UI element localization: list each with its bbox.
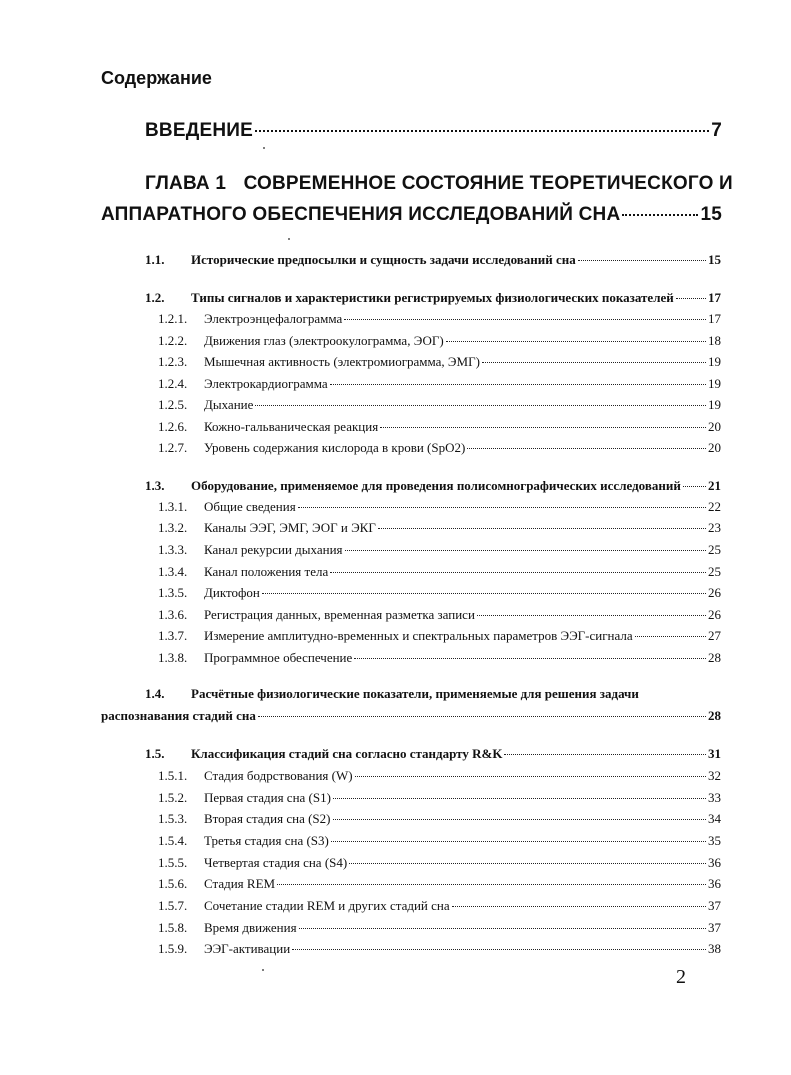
subsection-number: 1.2.3. (158, 354, 188, 369)
dot-leader (333, 798, 706, 799)
toc-section-1-1[interactable] (145, 252, 721, 268)
subsection-number: 1.2.7. (158, 440, 188, 455)
subsection-page: 35 (708, 833, 721, 848)
subsection-page: 27 (708, 628, 721, 643)
section-page: 31 (708, 746, 721, 761)
subsection-page: 37 (708, 898, 721, 913)
subsection-page: 20 (708, 419, 721, 434)
section-page: 17 (708, 290, 721, 305)
subsection-title: Уровень содержания кислорода в крови (SpO2) (204, 440, 466, 455)
toc-chapter-1-line2[interactable] (101, 204, 722, 226)
subsection-title: Дыхание (204, 397, 254, 412)
dot-leader (446, 341, 706, 342)
toc-chapter-1-heading[interactable] (145, 173, 733, 195)
dot-leader (676, 298, 706, 299)
toc-section-1-2[interactable] (145, 290, 721, 306)
section-title: Классификация стадий сна согласно стандарту R&K (191, 746, 503, 761)
subsection-page: 33 (708, 790, 721, 805)
toc-subsection[interactable] (158, 811, 721, 827)
section-title: Оборудование, применяемое для проведения полисомнографических исследований (191, 478, 681, 493)
subsection-title: ЭЭГ-активации (204, 941, 291, 956)
toc-subsection[interactable] (158, 876, 721, 892)
subsection-number: 1.5.3. (158, 811, 188, 826)
section-page: 28 (708, 708, 721, 723)
subsection-number: 1.5.4. (158, 833, 188, 848)
toc-entry-introduction[interactable] (145, 120, 722, 142)
toc-subsection[interactable] (158, 311, 721, 327)
chapter-page: 15 (700, 204, 722, 225)
dot-leader (349, 863, 706, 864)
toc-subsection[interactable] (158, 607, 721, 623)
dot-leader (467, 448, 706, 449)
subsection-page: 36 (708, 876, 721, 891)
subsection-title: Стадия REM (204, 876, 276, 891)
dot-leader (258, 716, 706, 717)
chapter-title-line2: АППАРАТНОГО ОБЕСПЕЧЕНИЯ ИССЛЕДОВАНИЙ СНА (101, 204, 621, 225)
dot-leader (299, 928, 706, 929)
subsection-page: 17 (708, 311, 721, 326)
dot-leader (355, 776, 706, 777)
toc-subsection[interactable] (158, 333, 721, 349)
subsection-page: 26 (708, 585, 721, 600)
scan-speck (263, 147, 265, 149)
dot-leader (452, 906, 706, 907)
subsection-title: Мышечная активность (электромиограмма, ЭМГ) (204, 354, 480, 369)
chapter-number: ГЛАВА 1 (145, 173, 227, 194)
subsection-number: 1.5.7. (158, 898, 188, 913)
subsection-title: Канал рекурсии дыхания (204, 542, 343, 557)
dot-leader (378, 528, 706, 529)
toc-subsection[interactable] (158, 354, 721, 370)
section-title-line1: Расчётные физиологические показатели, применяемые для решения задачи (191, 686, 639, 701)
dot-leader (330, 572, 706, 573)
toc-subsection[interactable] (158, 520, 721, 536)
toc-subsection[interactable] (158, 499, 721, 515)
dot-leader (255, 405, 706, 406)
subsection-title: Электрокардиограмма (204, 376, 328, 391)
dot-leader (683, 486, 706, 487)
toc-subsection[interactable] (158, 941, 721, 957)
subsection-page: 19 (708, 397, 721, 412)
dot-leader (292, 949, 706, 950)
subsection-page: 38 (708, 941, 721, 956)
subsection-number: 1.2.2. (158, 333, 188, 348)
subsection-title: Регистрация данных, временная разметка записи (204, 607, 475, 622)
dot-leader (477, 615, 706, 616)
subsection-page: 26 (708, 607, 721, 622)
subsection-title: Электроэнцефалограмма (204, 311, 343, 326)
dot-leader (255, 130, 709, 132)
subsection-page: 19 (708, 376, 721, 391)
toc-section-1-3[interactable] (145, 478, 721, 494)
subsection-number: 1.5.5. (158, 855, 188, 870)
toc-entry-page: 7 (711, 120, 722, 141)
toc-subsection[interactable] (158, 920, 721, 936)
subsection-number: 1.3.3. (158, 542, 188, 557)
subsection-title: Первая стадия сна (S1) (204, 790, 331, 805)
toc-subsection[interactable] (158, 564, 721, 580)
toc-subsection[interactable] (158, 855, 721, 871)
toc-subsection[interactable] (158, 898, 721, 914)
subsection-number: 1.3.2. (158, 520, 188, 535)
subsection-page: 28 (708, 650, 721, 665)
toc-subsection[interactable] (158, 833, 721, 849)
dot-leader (380, 427, 706, 428)
subsection-number: 1.2.5. (158, 397, 188, 412)
subsection-title: Общие сведения (204, 499, 296, 514)
scan-speck (288, 238, 290, 240)
subsection-title: Движения глаз (электроокулограмма, ЭОГ) (204, 333, 444, 348)
subsection-number: 1.3.6. (158, 607, 188, 622)
toc-subsection[interactable] (158, 440, 721, 456)
toc-heading: Содержание (101, 68, 212, 88)
toc-subsection[interactable] (158, 419, 721, 435)
subsection-page: 32 (708, 768, 721, 783)
dot-leader (622, 214, 698, 216)
section-number: 1.4. (145, 686, 165, 701)
subsection-title: Канал положения тела (204, 564, 329, 579)
toc-section-1-4-line1[interactable] (145, 686, 639, 702)
dot-leader (635, 636, 706, 637)
dot-leader (298, 507, 706, 508)
section-title: Исторические предпосылки и сущность задачи исследований сна (191, 252, 576, 267)
subsection-title: Программное обеспечение (204, 650, 353, 665)
subsection-page: 34 (708, 811, 721, 826)
section-page: 21 (708, 478, 721, 493)
subsection-number: 1.3.5. (158, 585, 188, 600)
dot-leader (330, 384, 706, 385)
section-number: 1.1. (145, 252, 165, 267)
subsection-number: 1.3.4. (158, 564, 188, 579)
subsection-number: 1.2.6. (158, 419, 188, 434)
scan-speck (262, 969, 264, 971)
subsection-title: Вторая стадия сна (S2) (204, 811, 331, 826)
subsection-title: Диктофон (204, 585, 260, 600)
page-number: 2 (676, 966, 686, 988)
subsection-page: 18 (708, 333, 721, 348)
subsection-number: 1.5.6. (158, 876, 188, 891)
toc-subsection[interactable] (158, 650, 721, 666)
subsection-number: 1.5.9. (158, 941, 188, 956)
dot-leader (345, 550, 706, 551)
subsection-page: 23 (708, 520, 721, 535)
subsection-page: 37 (708, 920, 721, 935)
dot-leader (578, 260, 706, 261)
subsection-page: 22 (708, 499, 721, 514)
section-number: 1.5. (145, 746, 165, 761)
toc-subsection[interactable] (158, 585, 721, 601)
toc-subsection[interactable] (158, 397, 721, 413)
section-page: 15 (708, 252, 721, 267)
subsection-page: 25 (708, 542, 721, 557)
subsection-number: 1.3.8. (158, 650, 188, 665)
toc-subsection[interactable] (158, 628, 721, 644)
subsection-number: 1.3.1. (158, 499, 188, 514)
subsection-title: Стадия бодрствования (W) (204, 768, 353, 783)
toc-subsection[interactable] (158, 768, 721, 784)
subsection-number: 1.2.1. (158, 311, 188, 326)
toc-subsection[interactable] (158, 542, 721, 558)
subsection-title: Кожно-гальваническая реакция (204, 419, 379, 434)
dot-leader (344, 319, 706, 320)
toc-section-1-5[interactable] (145, 746, 721, 762)
chapter-title-line1: СОВРЕМЕННОЕ СОСТОЯНИЕ ТЕОРЕТИЧЕСКОГО И (243, 173, 733, 194)
subsection-number: 1.2.4. (158, 376, 188, 391)
toc-entry-title: ВВЕДЕНИЕ (145, 120, 253, 141)
dot-leader (482, 362, 706, 363)
dot-leader (333, 819, 707, 820)
dot-leader (354, 658, 706, 659)
subsection-page: 25 (708, 564, 721, 579)
toc-subsection[interactable] (158, 790, 721, 806)
subsection-title: Измерение амплитудно-временных и спектральных параметров ЭЭГ-сигнала (204, 628, 633, 643)
section-title: Типы сигналов и характеристики регистрируемых физиологических показателей (191, 290, 674, 305)
toc-subsection[interactable] (158, 376, 721, 392)
subsection-page: 36 (708, 855, 721, 870)
section-number: 1.3. (145, 478, 165, 493)
subsection-page: 20 (708, 440, 721, 455)
dot-leader (277, 884, 706, 885)
subsection-number: 1.5.8. (158, 920, 188, 935)
subsection-page: 19 (708, 354, 721, 369)
toc-section-1-4-line2[interactable] (101, 708, 721, 724)
dot-leader (331, 841, 706, 842)
subsection-title: Четвертая стадия сна (S4) (204, 855, 348, 870)
section-title-line2: распознавания стадий сна (101, 708, 256, 723)
subsection-title: Сочетание стадии REM и других стадий сна (204, 898, 450, 913)
subsection-title: Третья стадия сна (S3) (204, 833, 329, 848)
subsection-title: Каналы ЭЭГ, ЭМГ, ЭОГ и ЭКГ (204, 520, 376, 535)
dot-leader (504, 754, 706, 755)
subsection-number: 1.3.7. (158, 628, 188, 643)
dot-leader (262, 593, 706, 594)
section-number: 1.2. (145, 290, 165, 305)
subsection-number: 1.5.1. (158, 768, 188, 783)
subsection-number: 1.5.2. (158, 790, 188, 805)
subsection-title: Время движения (204, 920, 297, 935)
